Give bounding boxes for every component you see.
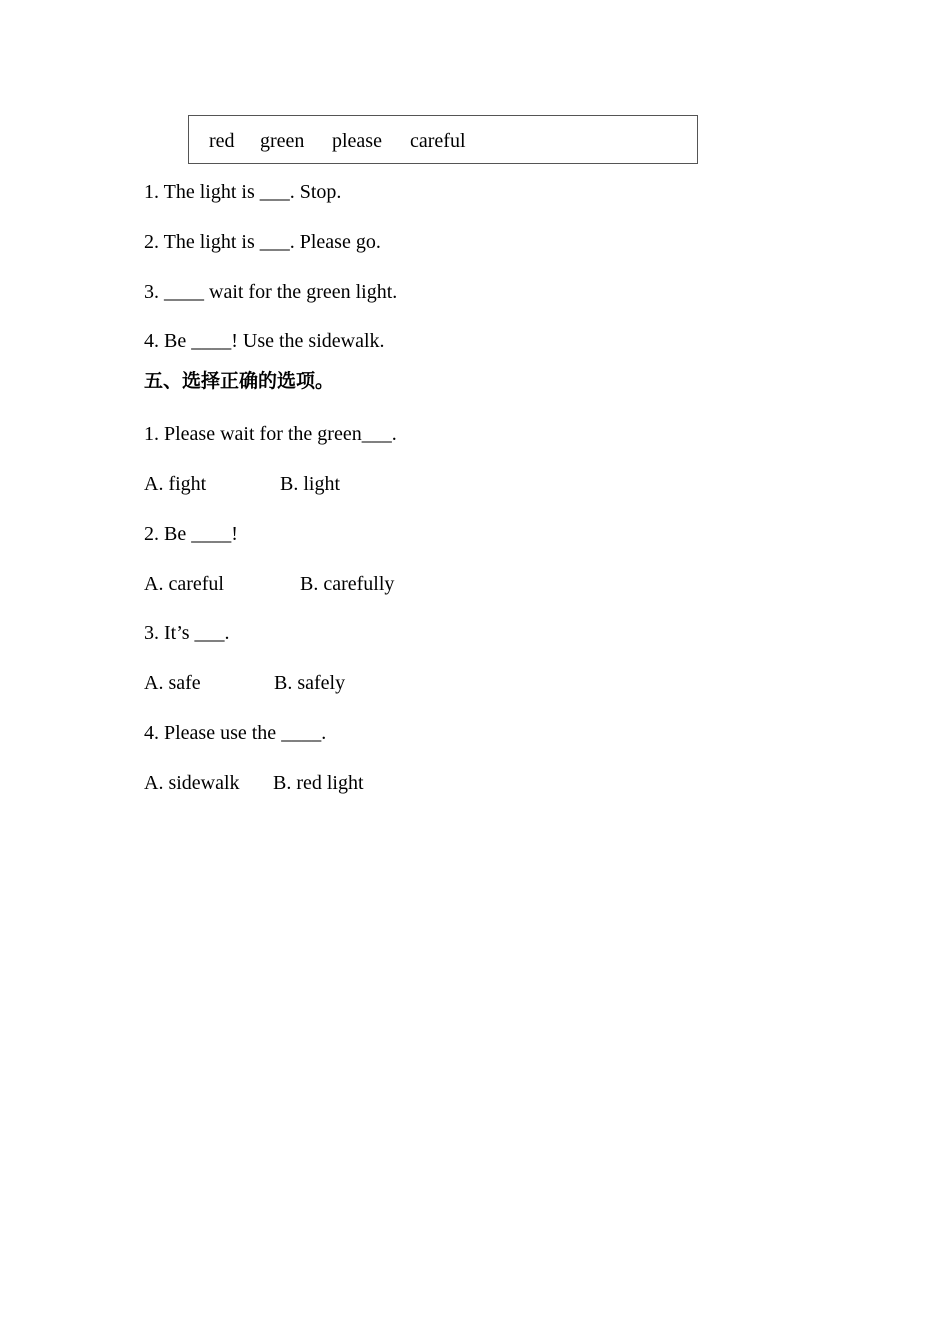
question-stem-4: 4. Please use the ____. [144, 722, 327, 744]
section-heading: 五、选择正确的选项。 [144, 370, 335, 392]
question-stem-3: 3. It’s ___. [144, 622, 230, 644]
word-bank-box [188, 115, 698, 164]
word-bank-word: careful [410, 130, 466, 152]
option-a-4: A. sidewalk [144, 772, 240, 794]
fill-in-item-4: 4. Be ____! Use the sidewalk. [144, 330, 385, 352]
option-b-4: B. red light [273, 772, 364, 794]
question-stem-2: 2. Be ____! [144, 523, 238, 545]
fill-in-item-3: 3. ____ wait for the green light. [144, 281, 398, 303]
option-b-3: B. safely [274, 672, 346, 694]
option-a-1: A. fight [144, 473, 207, 495]
fill-in-item-2: 2. The light is ___. Please go. [144, 231, 381, 253]
question-stem-1: 1. Please wait for the green___. [144, 423, 397, 445]
word-bank-word: please [332, 130, 382, 152]
fill-in-item-1: 1. The light is ___. Stop. [144, 181, 342, 203]
option-a-2: A. careful [144, 573, 224, 595]
option-b-1: B. light [280, 473, 341, 495]
option-a-3: A. safe [144, 672, 201, 694]
word-bank-word: green [260, 130, 305, 152]
option-b-2: B. carefully [300, 573, 395, 595]
word-bank-word: red [209, 130, 235, 152]
